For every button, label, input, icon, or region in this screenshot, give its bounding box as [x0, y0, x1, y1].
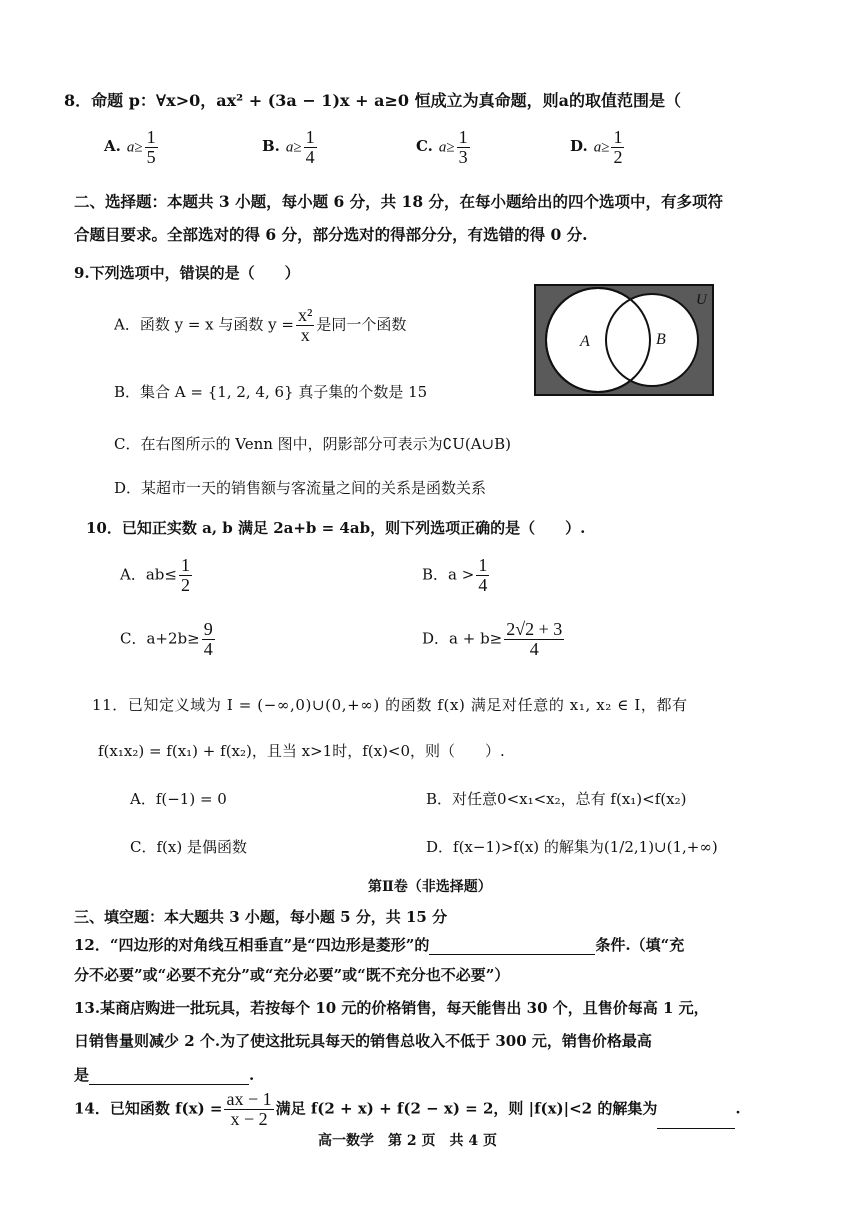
q10-option-a: A．ab≤ $\frac{1}{2}$: [120, 555, 190, 595]
q11-option-a: A．f(−1) = 0: [130, 790, 227, 808]
q12-answer-blank[interactable]: [429, 954, 595, 955]
q9-option-c: C．在右图所示的 Venn 图中，阴影部分可表示为∁U(A∪B): [114, 435, 511, 453]
q11-line1: 11．已知定义域为 I = (−∞,0)∪(0,+∞) 的函数 f(x) 满足对任意的 x₁, x₂ ∈ I，都有: [92, 696, 688, 714]
q8-stem: 8．命题 p：∀x>0，ax² + (3a − 1)x + a≥0 恒成立为真命题，则a的取值范围是（: [64, 91, 681, 110]
venn-circle-b: [606, 294, 698, 386]
q9-stem: 9.下列选项中，错误的是（ ）: [74, 264, 300, 282]
q13-line1: 13.某商店购进一批玩具，若按每个 10 元的价格销售，每天能售出 30 个，且售价每高 1 元，: [74, 999, 709, 1017]
q10-option-c: C．a+2b≥ $\frac{9}{4}$: [120, 619, 213, 659]
section2-line2: 合题目要求。全部选对的得 6 分，部分选对的得部分分，有选错的得 0 分.: [74, 225, 588, 244]
part2-title: 第Ⅱ卷（非选择题）: [368, 879, 492, 895]
q8-choice-d: D. a≥ $\frac{1}{2}$: [570, 127, 623, 167]
q11-line2: f(x₁x₂) = f(x₁) + f(x₂)，且当 x>1时，f(x)<0，则（ ）.: [98, 742, 505, 760]
section3-heading: 三、填空题：本大题共 3 小题，每小题 5 分，共 15 分: [74, 908, 448, 926]
q8-choice-c: C. a≥ $\frac{1}{3}$: [416, 127, 468, 167]
q12-line1: 12．“四边形的对角线互相垂直”是“四边形是菱形”的 条件.（填“充: [74, 936, 685, 954]
q10-stem: 10．已知正实数 a, b 满足 2a+b = 4ab，则下列选项正确的是（ ）.: [86, 519, 586, 537]
q12-line2: 分不必要”或“必要不充分”或“充分必要”或“既不充分也不必要”）: [74, 966, 510, 984]
q14-line: 14．已知函数 f(x) = $\frac{ax - 1}{x - 2}$ 满足 f(2 + x) + f(2 − x) = 2，则 |f(x)|<2 的解集为 .: [74, 1089, 741, 1129]
venn-label-u: U: [696, 292, 707, 308]
q8-choice-b: B. a≥ $\frac{1}{4}$: [262, 127, 315, 167]
q11-option-b: B．对任意0<x₁<x₂，总有 f(x₁)<f(x₂): [426, 790, 687, 808]
q11-option-c: C．f(x) 是偶函数: [130, 838, 247, 856]
q9-option-d: D．某超市一天的销售额与客流量之间的关系是函数关系: [114, 479, 487, 497]
section2-line1: 二、选择题：本题共 3 小题，每小题 6 分，共 18 分，在每小题给出的四个选项中，有多项符: [74, 192, 724, 211]
venn-diagram: [534, 284, 714, 396]
q14-answer-blank[interactable]: [657, 1128, 735, 1129]
q9-option-a: A．函数 y = x 与函数 y = $\frac{\text{x²}}{x}$ 是同一个函数: [114, 305, 407, 345]
venn-label-b: B: [656, 331, 666, 348]
page-footer: 高一数学 第 2 页 共 4 页: [318, 1133, 497, 1149]
q11-option-d: D．f(x−1)>f(x) 的解集为(1/2,1)∪(1,+∞): [426, 838, 718, 856]
q8-choice-a: A. a≥ $\frac{1}{5}$: [104, 127, 156, 167]
venn-label-a: A: [580, 333, 590, 350]
q13-line3: 是 .: [74, 1066, 255, 1084]
q10-option-b: B．a > $\frac{1}{4}$: [422, 555, 488, 595]
q9-option-b: B．集合 A = {1, 2, 4, 6} 真子集的个数是 15: [114, 383, 428, 401]
q13-answer-blank[interactable]: [89, 1084, 249, 1085]
q10-option-d: D．a + b≥ $\frac{2√2 + 3}{4}$: [422, 619, 563, 659]
q13-line2: 日销售量则减少 2 个.为了使这批玩具每天的销售总收入不低于 300 元，销售价格最高: [74, 1032, 652, 1050]
